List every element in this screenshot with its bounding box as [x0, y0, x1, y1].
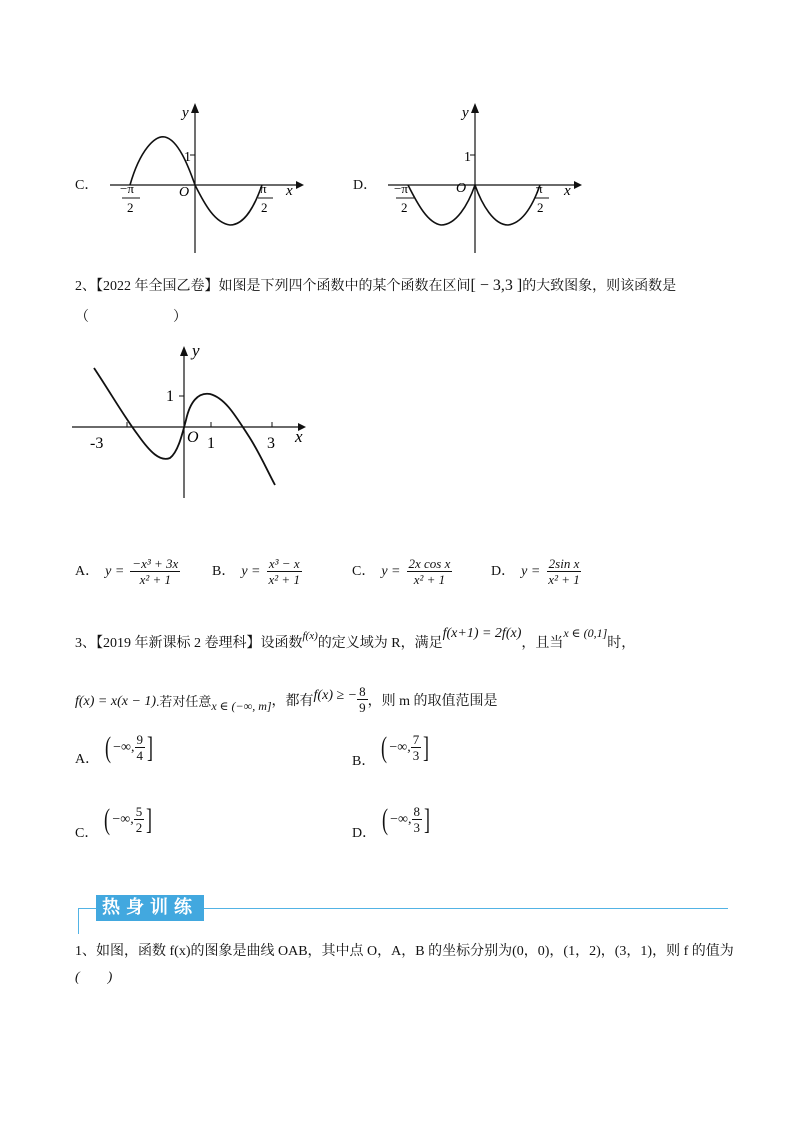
option-lhs: y = [381, 563, 401, 579]
neg-pi-label: −π [120, 181, 134, 196]
interval-left: −∞, [113, 739, 135, 755]
q3-ineq-fraction [357, 684, 368, 715]
interval-left: −∞, [390, 811, 412, 827]
option-letter: C． [75, 825, 99, 841]
pos-pi-label: π [536, 181, 543, 196]
q2-stem [75, 276, 676, 297]
q3-mid1: 的定义域为 R，满足 [317, 636, 443, 651]
numerator: 2x cos x [408, 556, 451, 571]
numerator: 2sin x [548, 556, 580, 571]
option-letter: A． [75, 563, 100, 579]
option-fraction [407, 556, 453, 587]
w1-line2: ( ) [75, 970, 113, 985]
q3-mid3: 时， [607, 636, 636, 651]
option-interval [102, 804, 154, 835]
option-fraction [267, 556, 302, 587]
numerator: 5 [135, 804, 143, 819]
q2-option-c[interactable] [352, 556, 452, 587]
q3-prefix: 3、【2019 年新课标 2 卷理科】设函数 [75, 636, 303, 651]
neg-pi-den: 2 [401, 200, 408, 215]
q3-line2-mid2: ，都有 [271, 693, 314, 709]
q3-line2-cond: x ∈ (−∞, m] [211, 698, 272, 713]
one-tick-label: 1 [184, 150, 191, 165]
y-axis-label: y [182, 105, 189, 121]
denominator: 9 [359, 700, 366, 715]
option-letter: D． [491, 563, 516, 579]
interval-fraction [411, 732, 422, 763]
q3-line2-mid: .若对任意 [156, 693, 212, 709]
left-bracket: ( [104, 802, 111, 836]
interval-fraction [135, 732, 146, 763]
q3-ineq-lhs: f(x) ≥ − [313, 687, 358, 703]
tick-3-label: 3 [267, 435, 275, 452]
y-axis-label: y [462, 105, 469, 121]
x-axis-label: x [286, 183, 293, 199]
neg-pi-label: −π [394, 181, 408, 196]
option-interval [380, 804, 432, 835]
y-axis-label: y [192, 341, 200, 360]
q3-option-a[interactable] [75, 730, 155, 767]
numerator: 8 [413, 804, 421, 819]
option-fraction [130, 556, 180, 587]
q3-eq: f(x+1) = 2f(x) [442, 626, 522, 641]
denominator: x² + 1 [139, 572, 172, 587]
q2-interval: [ − 3,3 ] [470, 277, 523, 294]
pos-pi-label: π [260, 181, 267, 196]
q3-mid2: ，且当 [521, 636, 564, 651]
right-bracket: ] [424, 802, 431, 836]
q3-option-d[interactable] [352, 802, 432, 841]
denominator: 2 [135, 820, 143, 835]
origin-label: O [187, 429, 199, 446]
option-interval [379, 732, 431, 763]
denominator: 4 [136, 748, 144, 763]
section-divider-tick [78, 908, 79, 934]
q2-option-d[interactable] [491, 556, 582, 587]
option-letter: B． [352, 753, 376, 769]
q3-line1 [75, 623, 635, 654]
origin-label: O [179, 185, 190, 200]
left-bracket: ( [105, 730, 112, 764]
right-bracket: ] [147, 730, 154, 764]
q3-line2 [75, 686, 498, 717]
one-tick-label: 1 [166, 388, 174, 405]
tick-1-label: 1 [207, 435, 215, 452]
q2-option-a[interactable] [75, 556, 180, 587]
denominator: x² + 1 [413, 572, 446, 587]
x-axis-label: x [564, 183, 571, 199]
option-d-label: D． [353, 178, 378, 193]
q2-text-after: 的大致图象，则该函数是 [522, 279, 677, 294]
denominator: x² + 1 [268, 572, 300, 587]
section-title: 热身训练 [96, 895, 204, 921]
numerator: −x³ + 3x [132, 556, 179, 571]
graph-c [100, 95, 310, 255]
tick-neg3-label: -3 [90, 435, 104, 452]
q2-option-b[interactable] [212, 556, 302, 587]
q2-graph [70, 340, 315, 505]
option-interval [103, 732, 155, 763]
numerator: 8 [359, 684, 366, 699]
q3-line2-eq: f(x) = x(x − 1) [75, 693, 157, 709]
option-lhs: y = [521, 563, 541, 579]
option-c-label: C． [75, 178, 99, 193]
x-axis-label: x [295, 427, 303, 446]
left-bracket: ( [381, 730, 388, 764]
pos-pi-den: 2 [261, 200, 268, 215]
interval-left: −∞, [112, 811, 134, 827]
origin-label: O [456, 181, 467, 196]
left-bracket: ( [382, 802, 389, 836]
option-letter: A． [75, 751, 100, 767]
numerator: x³ − x [268, 556, 300, 571]
w1-line1: 1、如图，函数 f(x)的图象是曲线 OAB，其中点 O，A，B 的坐标分别为(0，0)，(1，2)，(3，1)，则 f 的值为 [75, 944, 734, 959]
numerator: 7 [412, 732, 420, 747]
q3-cond: x ∈ (0,1] [563, 626, 608, 640]
denominator: 3 [413, 820, 421, 835]
q2-text-before: 2、【2022 年全国乙卷】如图是下列四个函数中的某个函数在区间 [75, 279, 471, 294]
option-letter: C． [352, 563, 376, 579]
graph-d [378, 95, 588, 255]
interval-fraction [412, 804, 423, 835]
q3-line2-end: ，则 m 的取值范围是 [367, 693, 498, 709]
option-letter: B． [212, 563, 236, 579]
interval-fraction [134, 804, 145, 835]
q3-option-b[interactable] [352, 730, 431, 769]
option-letter: D． [352, 825, 377, 841]
denominator: x² + 1 [548, 572, 580, 587]
pos-pi-den: 2 [537, 200, 544, 215]
one-tick-label: 1 [464, 150, 471, 165]
denominator: 3 [412, 748, 420, 763]
q2-paren: （ ） [75, 310, 187, 325]
interval-left: −∞, [389, 739, 411, 755]
numerator: 9 [136, 732, 144, 747]
q3-option-c[interactable] [75, 802, 154, 841]
right-bracket: ] [146, 802, 153, 836]
option-lhs: y = [105, 563, 125, 579]
q3-fx: f(x) [302, 630, 318, 642]
option-fraction [546, 556, 581, 587]
right-bracket: ] [423, 730, 430, 764]
neg-pi-den: 2 [127, 200, 134, 215]
option-lhs: y = [241, 563, 261, 579]
